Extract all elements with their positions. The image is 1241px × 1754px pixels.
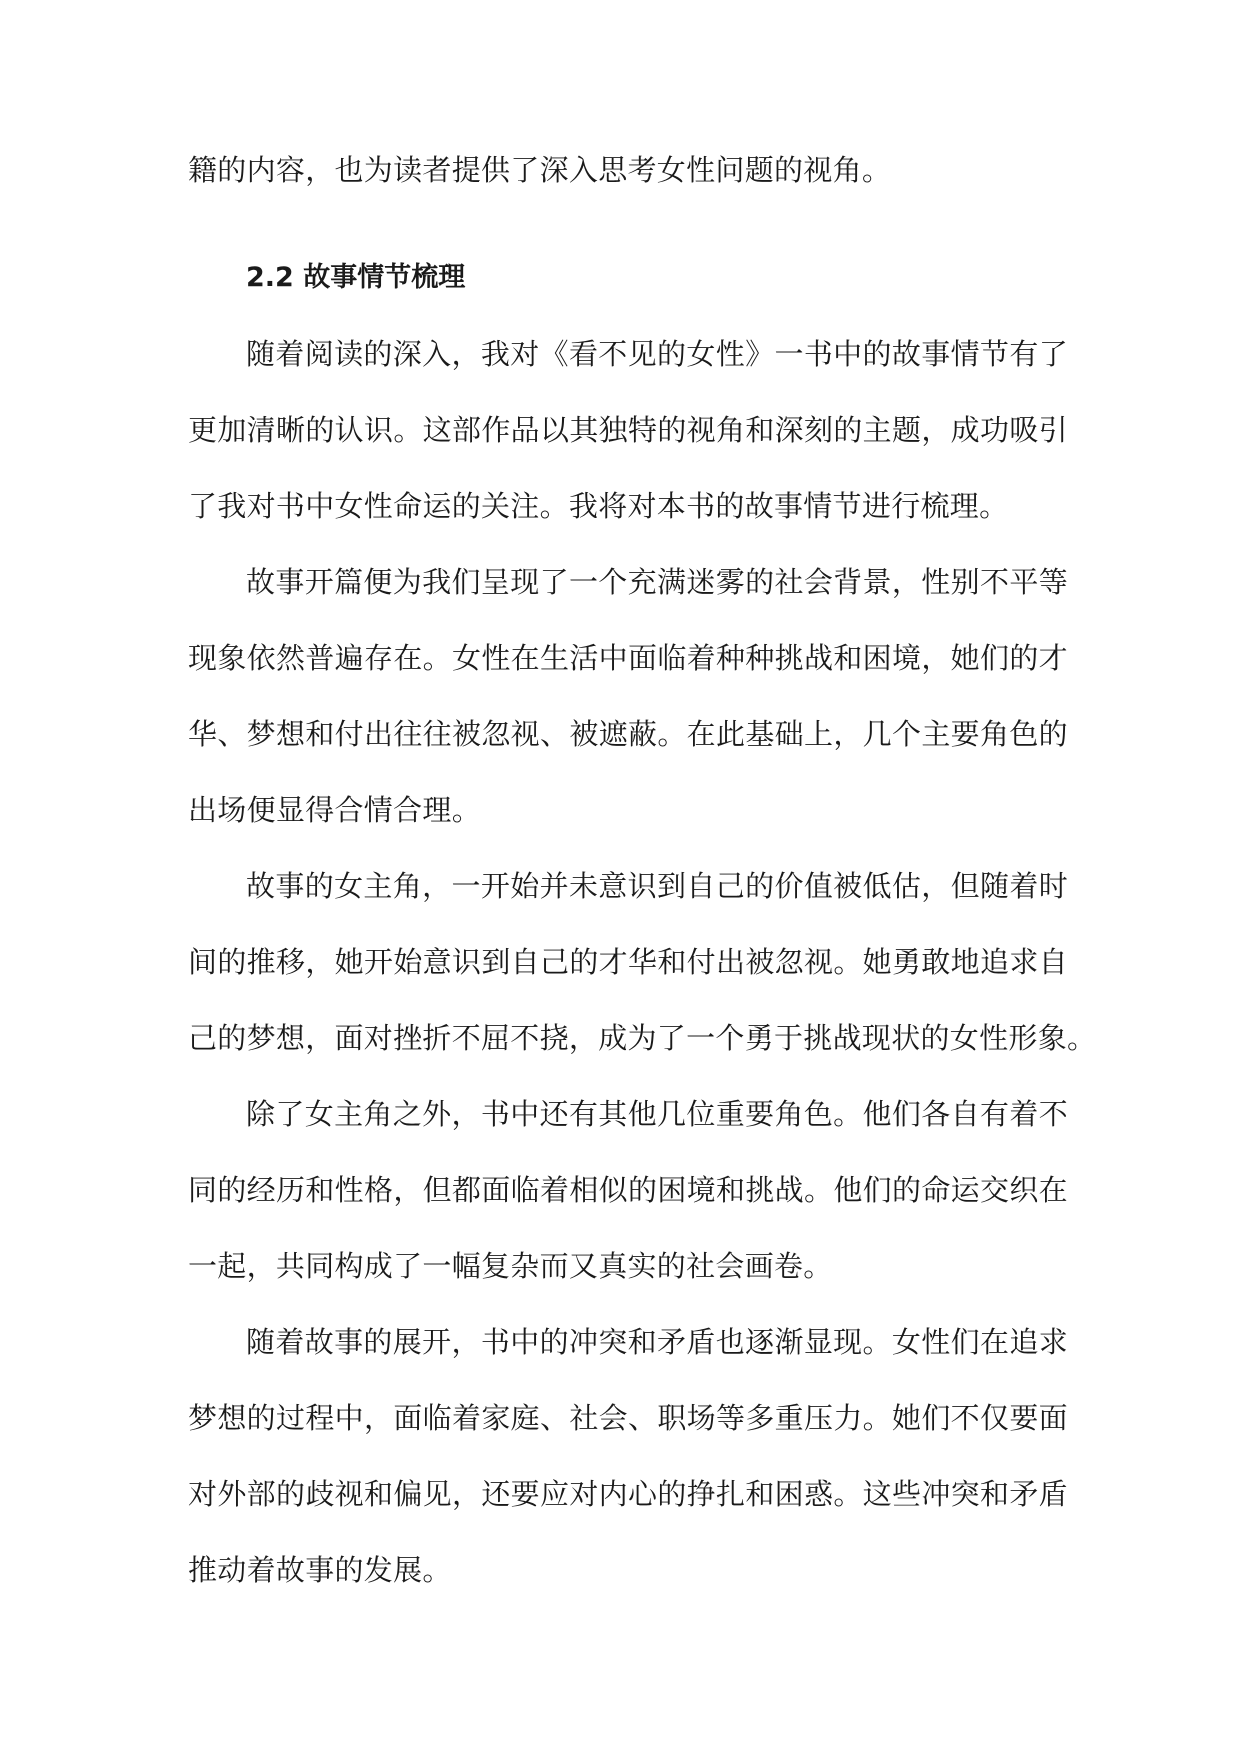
paragraph-line: 出场便显得合情合理。	[188, 793, 482, 827]
section-heading: 2.2 故事情节梳理	[246, 262, 466, 293]
paragraph-line: 己的梦想，面对挫折不屈不挠，成为了一个勇于挑战现状的女性形象。	[188, 1021, 1097, 1055]
paragraph-line: 了我对书中女性命运的关注。我将对本书的故事情节进行梳理。	[188, 489, 1009, 523]
paragraph-line: 一起，共同构成了一幅复杂而又真实的社会画卷。	[188, 1249, 833, 1283]
paragraph-line: 对外部的歧视和偏见，还要应对内心的挣扎和困惑。这些冲突和矛盾	[188, 1477, 1068, 1511]
paragraph-line: 更加清晰的认识。这部作品以其独特的视角和深刻的主题，成功吸引	[188, 413, 1068, 447]
paragraph-line: 随着阅读的深入，我对《看不见的女性》一书中的故事情节有了	[246, 337, 1068, 371]
paragraph-line: 同的经历和性格，但都面临着相似的困境和挑战。他们的命运交织在	[188, 1173, 1068, 1207]
paragraph-line: 间的推移，她开始意识到自己的才华和付出被忽视。她勇敢地追求自	[188, 945, 1068, 979]
paragraph-line: 华、梦想和付出往往被忽视、被遮蔽。在此基础上，几个主要角色的	[188, 717, 1068, 751]
paragraph-line: 随着故事的展开，书中的冲突和矛盾也逐渐显现。女性们在追求	[246, 1325, 1068, 1359]
continuation-line: 籍的内容，也为读者提供了深入思考女性问题的视角。	[188, 153, 892, 187]
paragraph-line: 梦想的过程中，面临着家庭、社会、职场等多重压力。她们不仅要面	[188, 1401, 1068, 1435]
paragraph-line: 推动着故事的发展。	[188, 1553, 452, 1587]
paragraph-line: 故事的女主角，一开始并未意识到自己的价值被低估，但随着时	[246, 869, 1068, 903]
paragraph-line: 故事开篇便为我们呈现了一个充满迷雾的社会背景，性别不平等	[246, 565, 1068, 599]
paragraph-line: 除了女主角之外，书中还有其他几位重要角色。他们各自有着不	[246, 1097, 1068, 1131]
paragraph-line: 现象依然普遍存在。女性在生活中面临着种种挑战和困境，她们的才	[188, 641, 1068, 675]
